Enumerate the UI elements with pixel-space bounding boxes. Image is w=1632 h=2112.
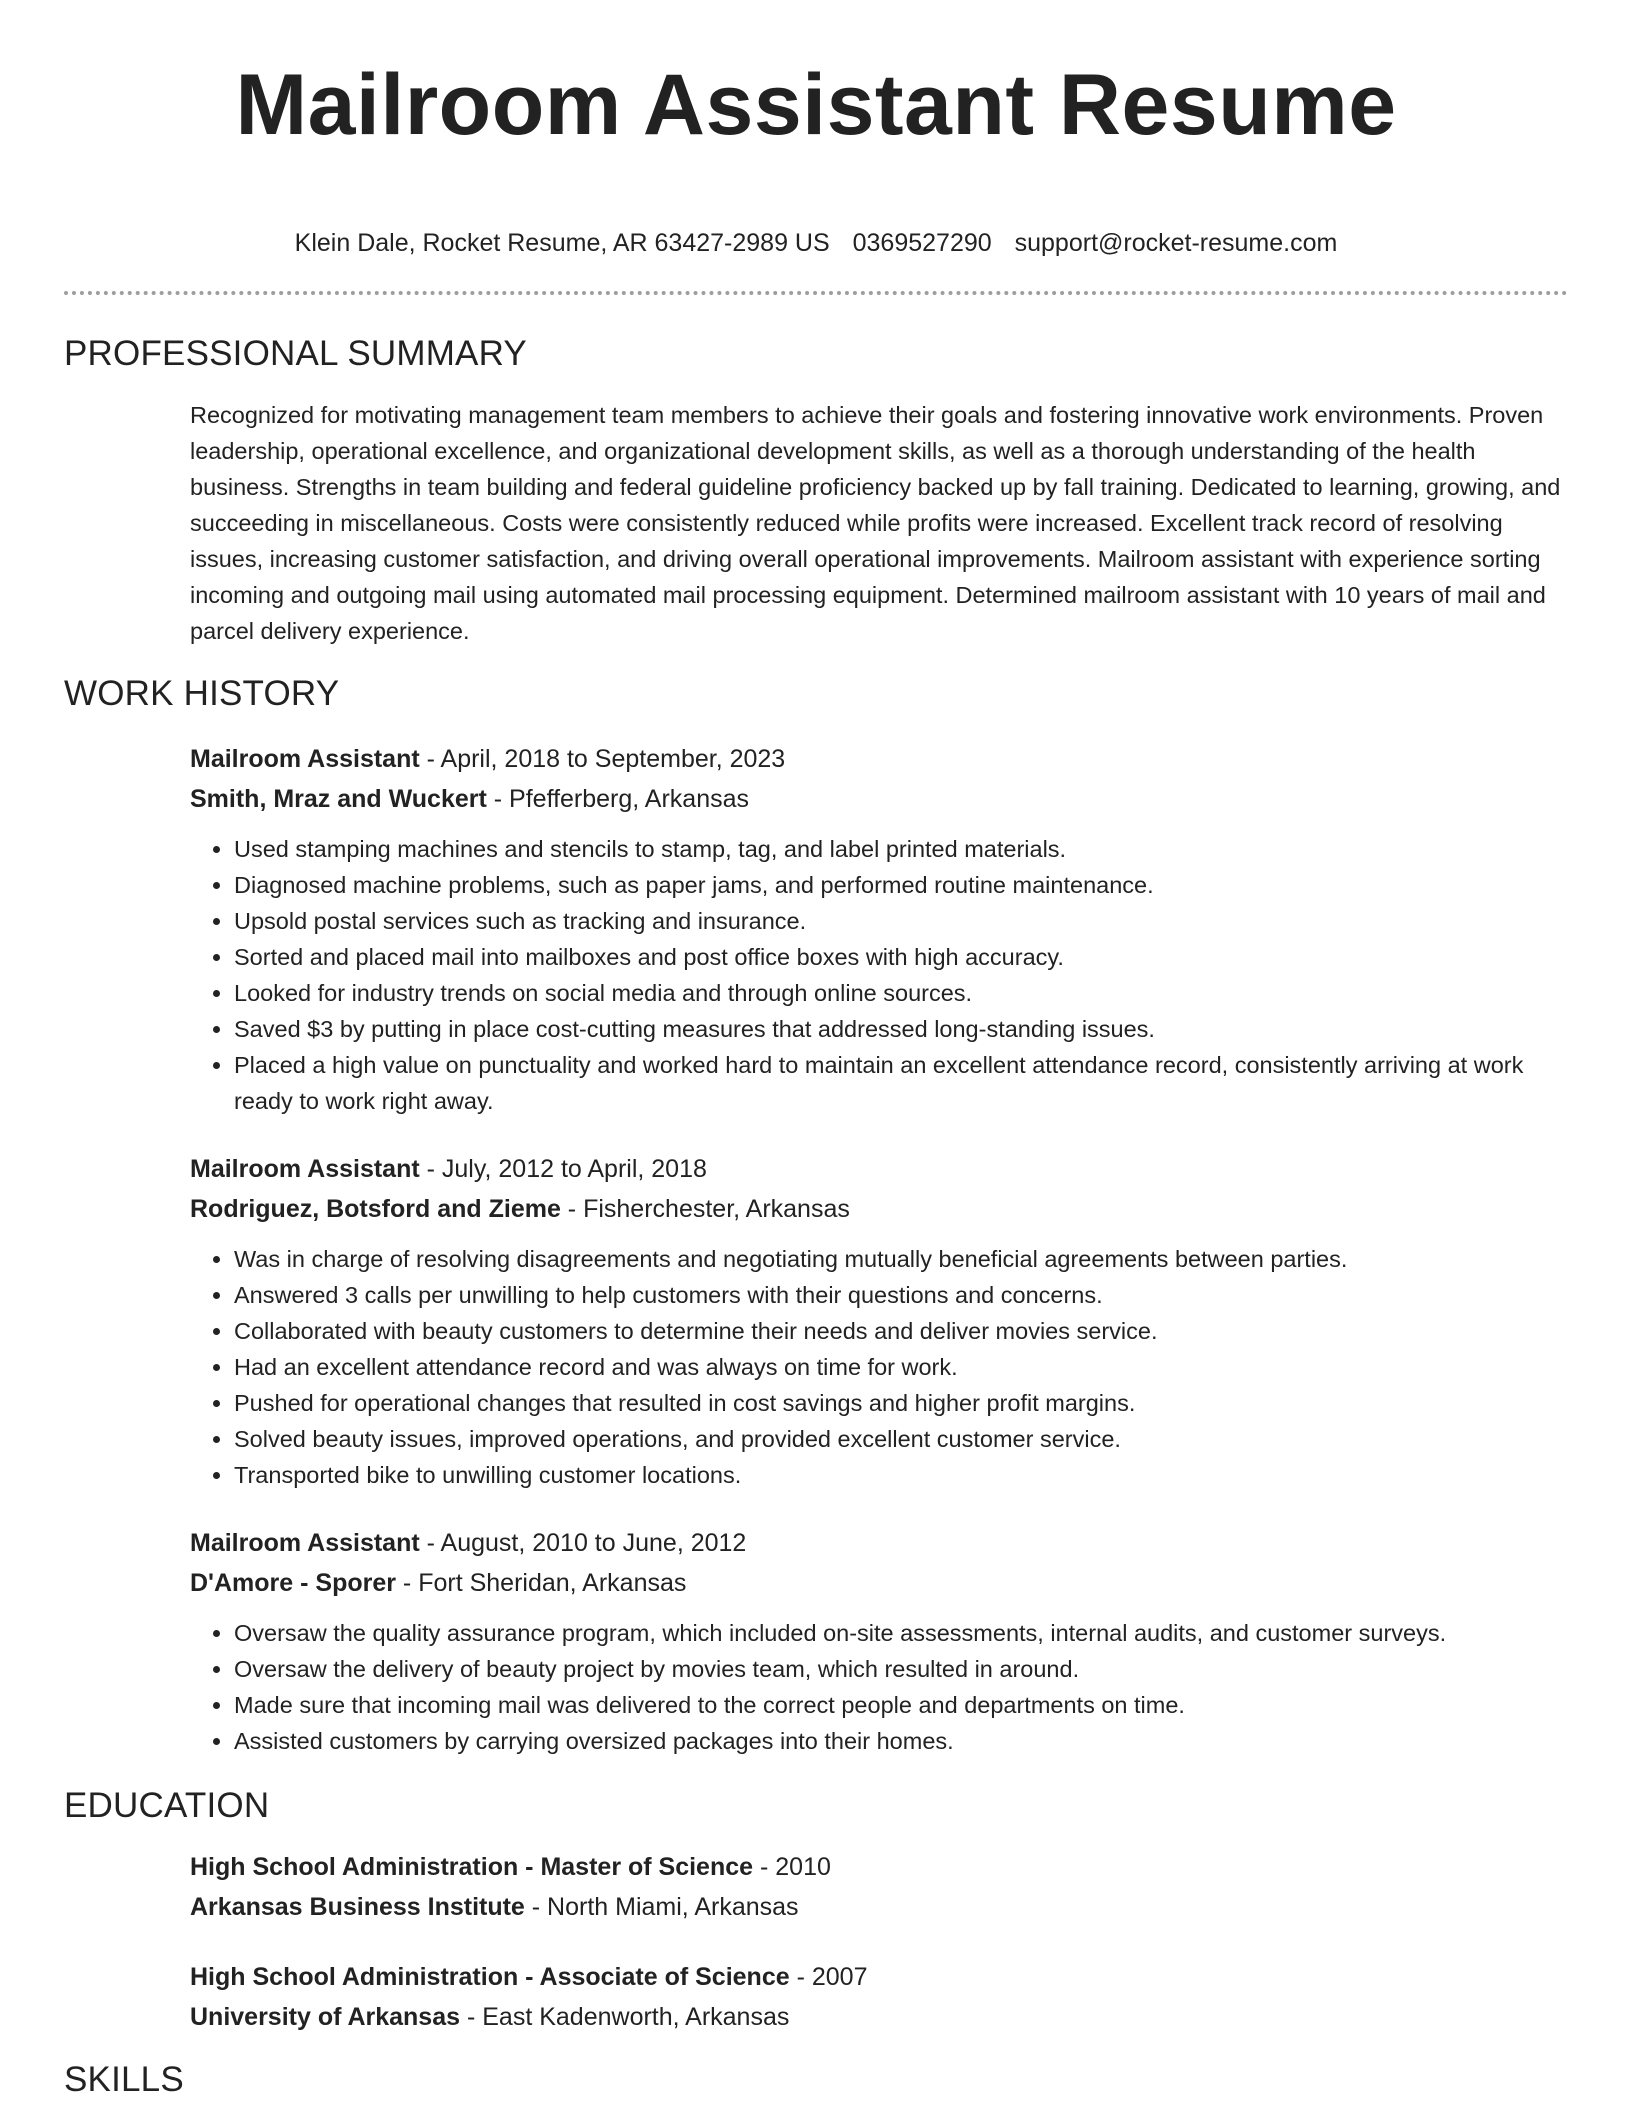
job-title-line <box>190 739 1568 779</box>
job-bullet: • Saved $3 by putting in place cost-cutting measures that addressed long-standing issues. <box>234 1011 1568 1047</box>
job-bullet: • Had an excellent attendance record and was always on time for work. <box>234 1349 1568 1385</box>
job-bullet: • Was in charge of resolving disagreements and negotiating mutually beneficial agreements between parties. <box>234 1241 1568 1277</box>
job-dates: - July, 2012 to April, 2018 <box>419 1155 707 1183</box>
skills-heading: SKILLS <box>64 2060 184 2099</box>
job-position: Mailroom Assistant <box>190 745 420 773</box>
education-heading: EDUCATION <box>64 1786 270 1825</box>
job-bullet: • Placed a high value on punctuality and worked hard to maintain an excellent attendance record, consistently arriving at work ready to work right away. <box>234 1047 1568 1119</box>
job-company-line <box>190 779 1568 819</box>
contact-phone: 0369527290 <box>852 229 992 257</box>
education-school: University of Arkansas <box>190 2003 461 2031</box>
contact-line <box>64 227 1568 259</box>
education-location: - East Kadenworth, Arkansas <box>460 2003 790 2031</box>
resume-title: Mailroom Assistant Resume <box>235 57 1397 153</box>
job-dates: - April, 2018 to September, 2023 <box>419 745 786 773</box>
education-degree: High School Administration - Master of Science <box>190 1853 754 1881</box>
job-company: Smith, Mraz and Wuckert <box>190 785 487 813</box>
job-bullet: • Looked for industry trends on social media and through online sources. <box>234 975 1568 1011</box>
education-entry <box>190 1847 1568 1927</box>
education-entry <box>190 1957 1568 2037</box>
education-year: - 2007 <box>789 1963 868 1991</box>
job-bullet: • Sorted and placed mail into mailboxes and post office boxes with high accuracy. <box>234 939 1568 975</box>
job-location: - Fort Sheridan, Arkansas <box>395 1569 687 1597</box>
job-bullet: • Diagnosed machine problems, such as paper jams, and performed routine maintenance. <box>234 867 1568 903</box>
job-bullet: • Assisted customers by carrying oversized packages into their homes. <box>234 1723 1568 1759</box>
summary-body <box>190 397 1568 649</box>
summary-section <box>64 333 1568 649</box>
job-bullet: • Collaborated with beauty customers to determine their needs and deliver movies service. <box>234 1313 1568 1349</box>
education-school-line <box>190 1997 1568 2037</box>
job-bullet: • Transported bike to unwilling customer locations. <box>234 1457 1568 1493</box>
job-location: - Fisherchester, Arkansas <box>560 1195 850 1223</box>
job-entry <box>190 1523 1568 1759</box>
contact-email: support@rocket-resume.com <box>1014 229 1338 257</box>
education-location: - North Miami, Arkansas <box>524 1893 799 1921</box>
job-bullet: • Oversaw the quality assurance program, which included on-site assessments, internal audits, and customer surveys. <box>234 1615 1568 1651</box>
job-title-line <box>190 1149 1568 1189</box>
summary-heading: PROFESSIONAL SUMMARY <box>64 334 527 373</box>
job-bullet: • Used stamping machines and stencils to stamp, tag, and label printed materials. <box>234 831 1568 867</box>
job-position: Mailroom Assistant <box>190 1529 420 1557</box>
job-entry <box>190 1149 1568 1493</box>
summary-text: Recognized for motivating management team members to achieve their goals and fostering innovative work environments. Proven leadership, operational excellence, and organizational development skills, as well as a thorough understanding of the health business. Strengths in team building and federal guideline proficiency backed up by fall training. Dedicated to learning, growing, and succeeding in miscellaneous. Costs were consistently reduced while profits were increased. Excellent track record of resolving issues, increasing customer satisfaction, and driving overall operational improvements. Mailroom assistant with experience sorting incoming and outgoing mail using automated mail processing equipment. Determined mailroom assistant with 10 years of mail and parcel delivery experience. <box>190 402 1561 644</box>
job-company: Rodriguez, Botsford and Zieme <box>190 1195 561 1223</box>
job-bullet: • Oversaw the delivery of beauty project by movies team, which resulted in around. <box>234 1651 1568 1687</box>
job-bullet: • Pushed for operational changes that resulted in cost savings and higher profit margins. <box>234 1385 1568 1421</box>
job-bullet-list <box>190 831 1568 1119</box>
education-year: - 2010 <box>753 1853 831 1881</box>
job-company-line <box>190 1563 1568 1603</box>
work-history-body <box>190 739 1568 1759</box>
education-degree-line <box>190 1957 1568 1997</box>
job-bullet: • Upsold postal services such as tracking and insurance. <box>234 903 1568 939</box>
education-degree-line <box>190 1847 1568 1887</box>
job-title-line <box>190 1523 1568 1563</box>
job-bullet: • Solved beauty issues, improved operations, and provided excellent customer service. <box>234 1421 1568 1457</box>
skills-section <box>64 2059 1568 2101</box>
work-history-heading: WORK HISTORY <box>64 674 340 713</box>
job-entry <box>190 739 1568 1119</box>
job-bullet-list <box>190 1241 1568 1493</box>
header-divider <box>64 291 1568 295</box>
job-dates: - August, 2010 to June, 2012 <box>419 1529 747 1557</box>
education-body <box>190 1847 1568 2037</box>
job-bullet: • Answered 3 calls per unwilling to help customers with their questions and concerns. <box>234 1277 1568 1313</box>
job-location: - Pfefferberg, Arkansas <box>486 785 749 813</box>
education-school: Arkansas Business Institute <box>190 1893 525 1921</box>
contact-address: Klein Dale, Rocket Resume, AR 63427-2989 US <box>294 229 830 257</box>
job-company-line <box>190 1189 1568 1229</box>
work-history-section <box>64 673 1568 1759</box>
education-school-line <box>190 1887 1568 1927</box>
job-bullet: • Made sure that incoming mail was delivered to the correct people and departments on time. <box>234 1687 1568 1723</box>
job-bullet-list <box>190 1615 1568 1759</box>
education-section <box>64 1785 1568 2037</box>
education-degree: High School Administration - Associate of Science <box>190 1963 790 1991</box>
job-position: Mailroom Assistant <box>190 1155 420 1183</box>
job-company: D'Amore - Sporer <box>190 1569 396 1597</box>
